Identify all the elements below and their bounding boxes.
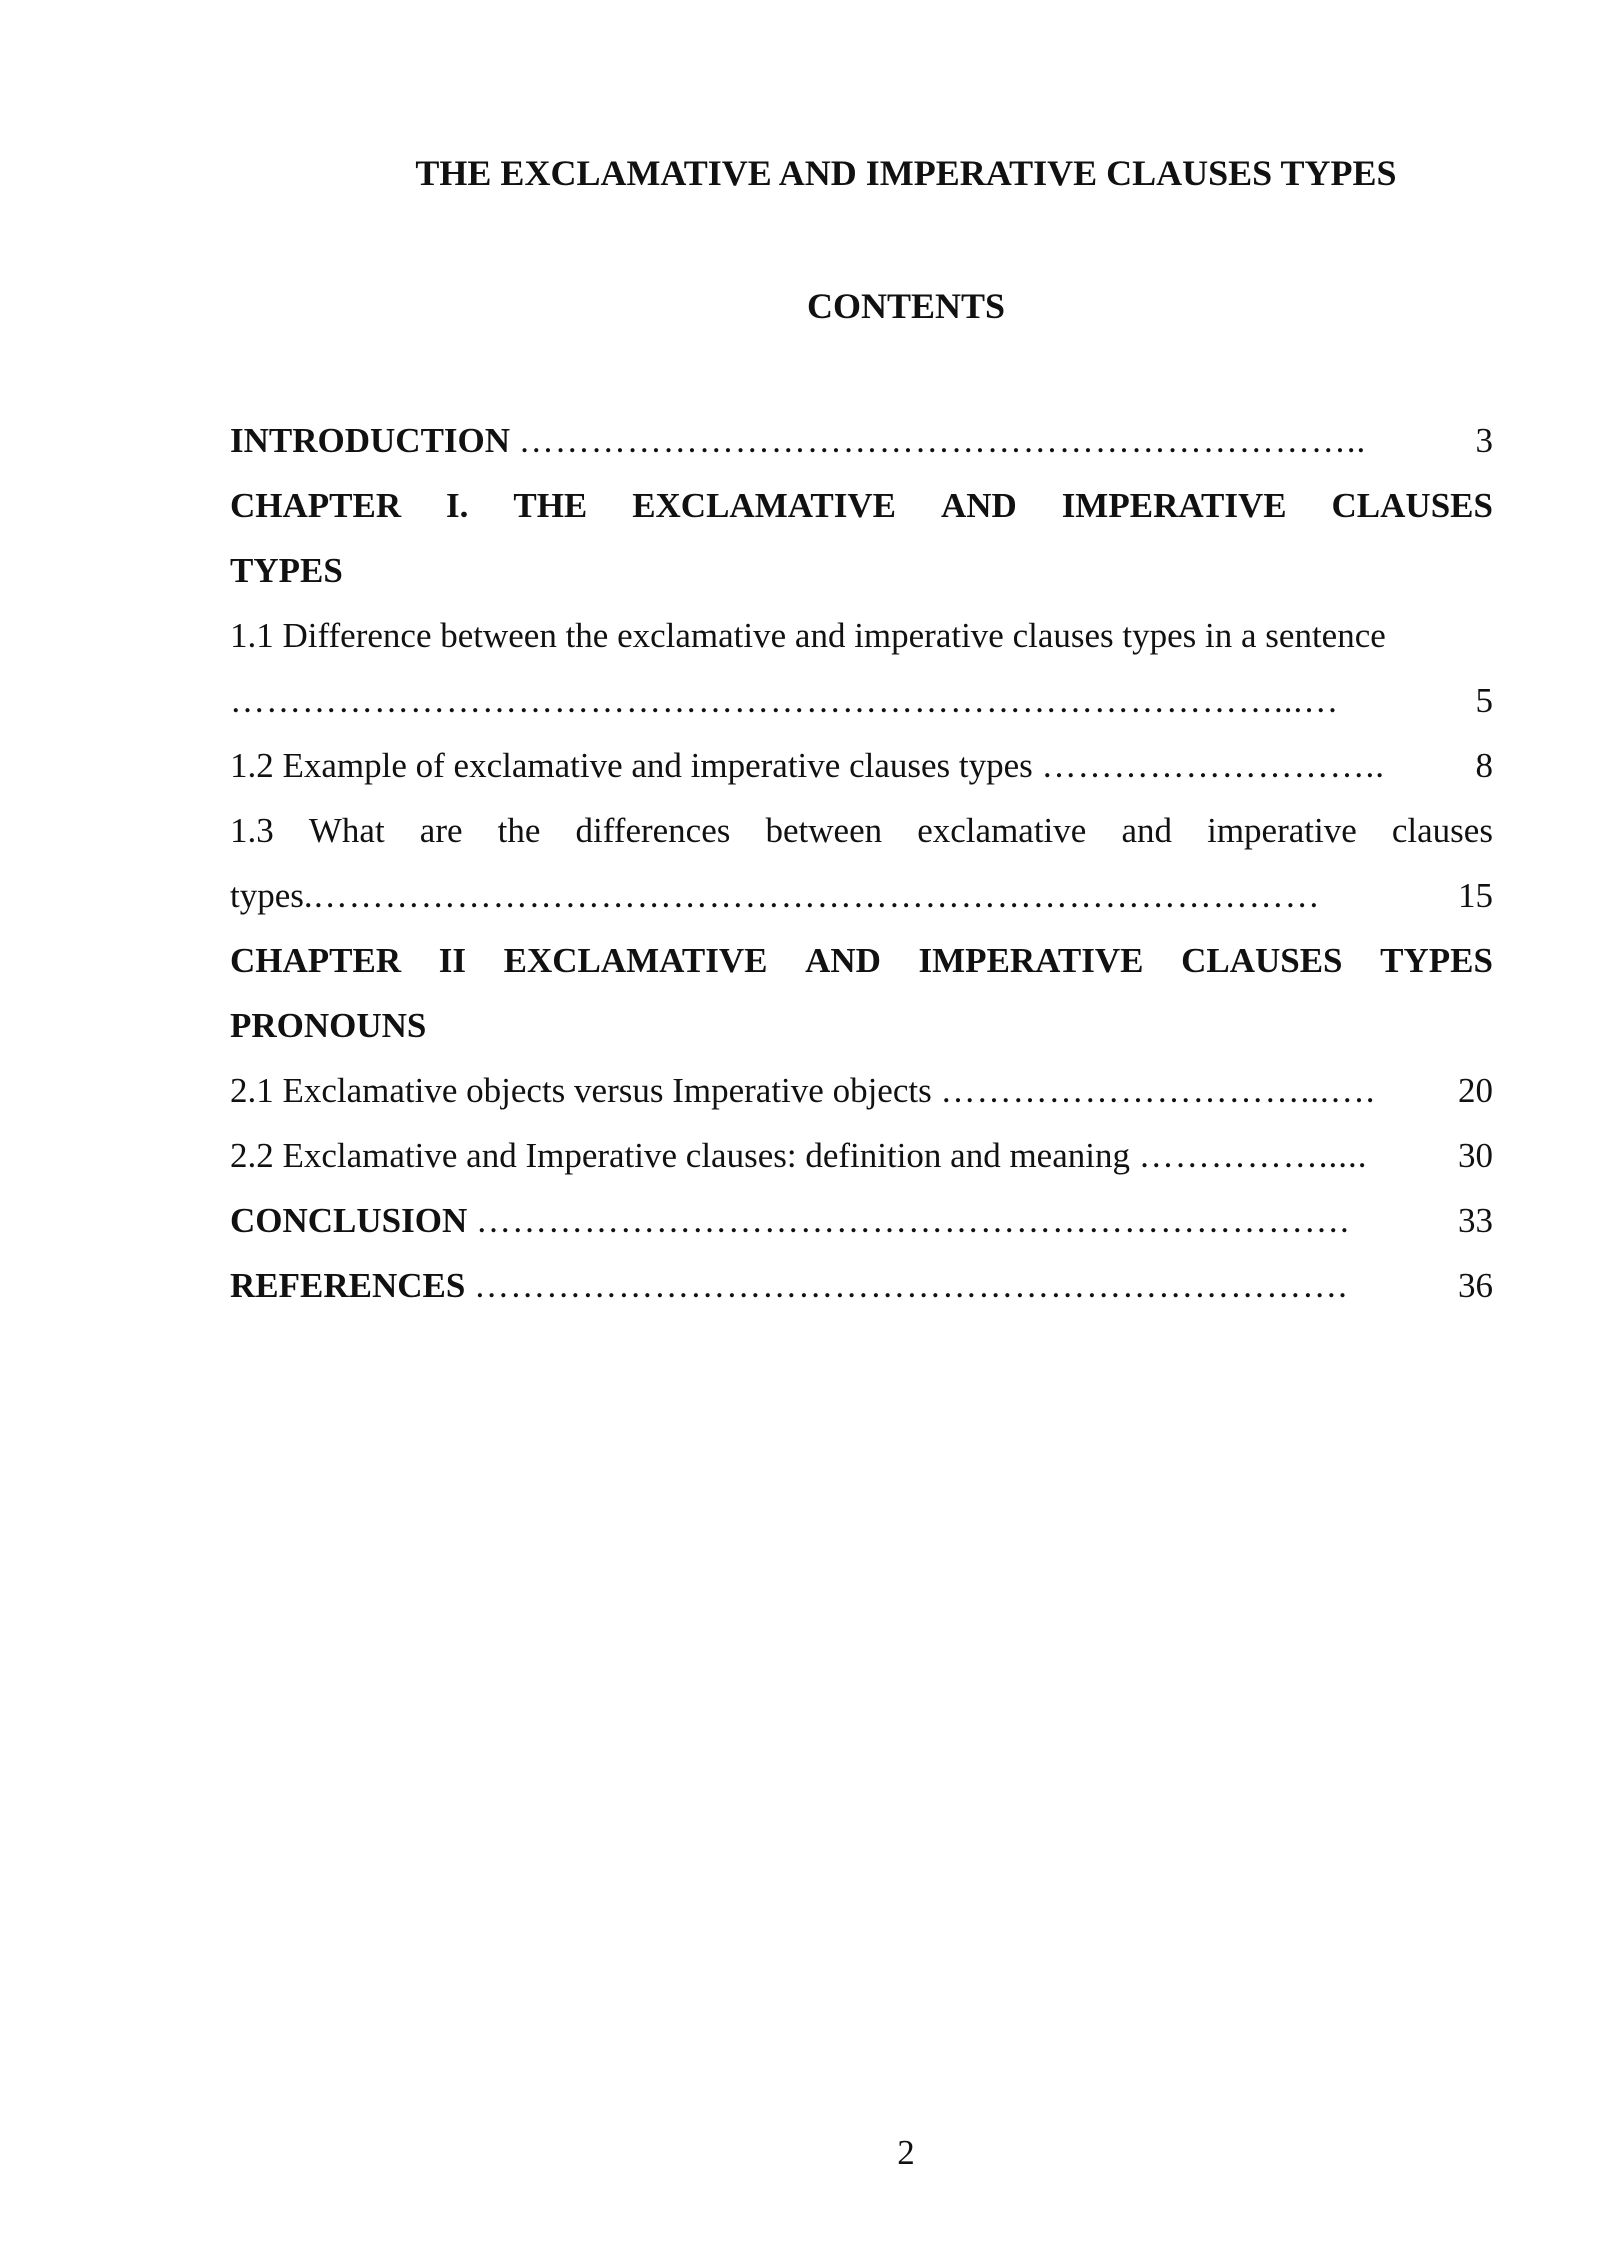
- toc-leader-dots: ……………………………………………………………….: [474, 1266, 1348, 1305]
- toc-page-number: 15: [1458, 876, 1493, 915]
- toc-leader-dots: ……………………………………………………………….: [476, 1201, 1350, 1240]
- toc-entry-label: INTRODUCTION: [230, 421, 511, 460]
- toc-word: IMPERATIVE: [1061, 486, 1287, 525]
- toc-word: the: [497, 811, 541, 850]
- toc-entry-introduction[interactable]: [230, 408, 1493, 473]
- document-title: THE EXCLAMATIVE AND IMPERATIVE CLAUSES TYPES: [415, 153, 1397, 193]
- toc-page-number: 30: [1458, 1136, 1493, 1175]
- toc-entry-label: types.: [230, 876, 313, 915]
- toc-entry-chapter1[interactable]: [230, 473, 1493, 538]
- toc-word: IMPERATIVE: [918, 941, 1144, 980]
- toc-word: EXCLAMATIVE: [632, 486, 897, 525]
- page-number: 2: [897, 2133, 915, 2172]
- toc-entry-1-1[interactable]: 1.1 Difference between the exclamative and imperative clauses types in a sentence: [230, 616, 1386, 655]
- toc-page-number: 3: [1475, 421, 1493, 460]
- toc-word: AND: [805, 941, 881, 980]
- toc-leader-dots: …………….....: [1138, 1136, 1368, 1175]
- toc-page-number: 20: [1458, 1071, 1493, 1110]
- toc-leader-dots: ………………………..: [1041, 746, 1386, 785]
- toc-entry-1-3-cont: [230, 863, 1493, 928]
- toc-page-number: 36: [1458, 1266, 1493, 1305]
- toc-page-number: 5: [1475, 681, 1493, 720]
- toc-entry-label: 2.1 Exclamative objects versus Imperative objects: [230, 1071, 932, 1110]
- toc-word: AND: [940, 486, 1017, 525]
- toc-entry-chapter2-cont: PRONOUNS: [230, 1006, 427, 1045]
- toc-word: imperative: [1207, 811, 1357, 850]
- toc-word: CLAUSES: [1181, 941, 1343, 980]
- toc-entry-label: 1.2 Example of exclamative and imperative clauses types: [230, 746, 1033, 785]
- toc-word: exclamative: [917, 811, 1087, 850]
- toc-leader-dots: ……………………………………………………………..: [518, 421, 1367, 460]
- toc-page-number: 8: [1475, 746, 1493, 785]
- toc-word: What: [308, 811, 385, 850]
- toc-entry-label: CONCLUSION: [230, 1201, 468, 1240]
- toc-page-number: 33: [1458, 1201, 1493, 1240]
- toc-word: EXCLAMATIVE: [503, 941, 768, 980]
- toc-word: 1.3: [230, 811, 274, 850]
- toc-word: TYPES: [1380, 941, 1493, 980]
- toc-entry-label: 2.2 Exclamative and Imperative clauses: definition and meaning: [230, 1136, 1130, 1175]
- toc-entry-2-2[interactable]: [230, 1123, 1493, 1188]
- toc-entry-2-1[interactable]: [230, 1058, 1493, 1123]
- toc-word: differences: [575, 811, 731, 850]
- toc-word: CHAPTER: [230, 941, 402, 980]
- toc-word: CLAUSES: [1331, 486, 1493, 525]
- toc-word: clauses: [1391, 811, 1493, 850]
- toc-leader-dots: …………………………...….: [940, 1071, 1376, 1110]
- toc-word: between: [765, 811, 883, 850]
- toc-entry-1-3[interactable]: [230, 798, 1493, 863]
- toc-entry-label: REFERENCES: [230, 1266, 466, 1305]
- toc-entry-conclusion[interactable]: [230, 1188, 1493, 1253]
- toc-entry-chapter1-cont: TYPES: [230, 551, 343, 590]
- toc-entry-1-1-cont: [230, 668, 1493, 733]
- toc-word: THE: [513, 486, 588, 525]
- toc-word: are: [419, 811, 463, 850]
- toc-word: I.: [446, 486, 469, 525]
- toc-leader-dots: ……………………………………………………………………………...…: [230, 681, 1340, 720]
- toc-entry-references[interactable]: [230, 1253, 1493, 1318]
- toc-leader-dots: …………………………………………………………………………: [312, 876, 1321, 915]
- contents-heading: CONTENTS: [806, 286, 1006, 326]
- toc-entry-chapter2[interactable]: [230, 928, 1493, 993]
- toc-entry-1-2[interactable]: [230, 733, 1493, 798]
- table-of-contents: [230, 408, 1493, 1318]
- toc-word: II: [438, 941, 466, 980]
- toc-word: and: [1121, 811, 1172, 850]
- toc-word: CHAPTER: [230, 486, 402, 525]
